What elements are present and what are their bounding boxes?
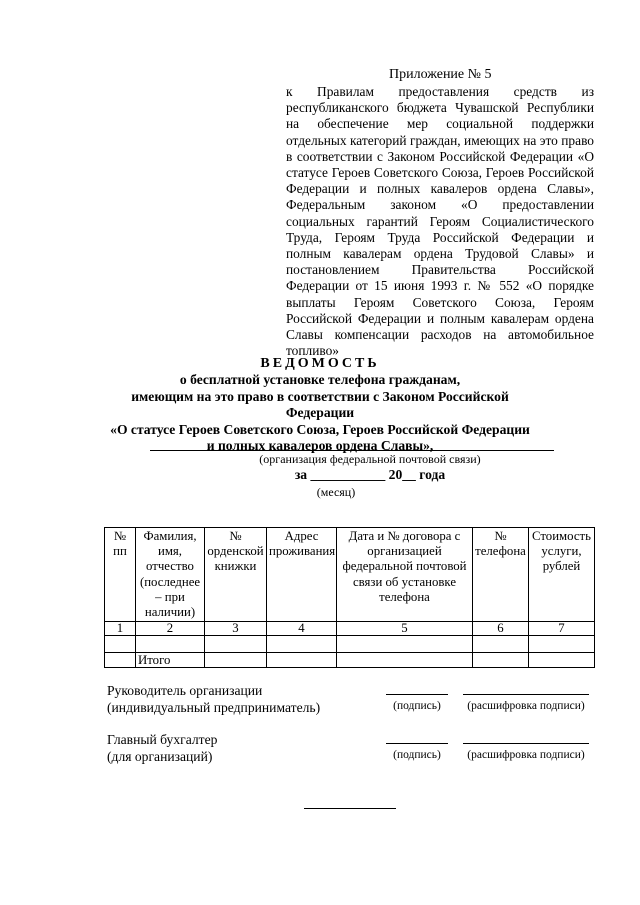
period-line: за ___________ 20__ года xyxy=(294,467,446,482)
table-cell xyxy=(105,653,136,668)
header-cell-order-book: № орденской книжки xyxy=(205,528,267,622)
accountant-signature-line xyxy=(386,743,448,744)
table-cell xyxy=(473,653,529,668)
head-name-caption: (расшифровка подписи) xyxy=(467,700,585,712)
total-row xyxy=(105,653,595,668)
column-number: 1 xyxy=(105,622,136,636)
table-row xyxy=(105,636,595,653)
document-title: ВЕДОМОСТЬ xyxy=(260,356,380,371)
column-number: 5 xyxy=(337,622,473,636)
column-number: 7 xyxy=(529,622,595,636)
header-cell-contract: Дата и № договора с организацией федеральной почтовой связи об установке телефона xyxy=(337,528,473,622)
head-subtitle: (индивидуальный предприниматель) xyxy=(107,700,321,715)
column-number-row xyxy=(105,622,595,636)
column-number: 6 xyxy=(473,622,529,636)
document-subtitle xyxy=(100,372,540,455)
report-table xyxy=(104,527,595,668)
month-caption: (месяц) xyxy=(316,485,356,499)
header-cell-address: Адрес проживания xyxy=(267,528,337,622)
head-title: Руководитель организации xyxy=(107,683,263,698)
accountant-title: Главный бухгалтер xyxy=(107,732,218,747)
appendix-body: к Правилам предоставления средств из республиканского бюджета Чувашской Республики на обеспечение мер социальной поддержки отдельных категорий граждан, имеющих на это право в соответствии с Законом Российской Федерации «О статусе Героев Советского Союза, Героев Российской Федерации и полных кавалеров ордена Славы», Федеральным законом «О предоставлении социальных гарантий Героям Социалистического Труда, Героям Труда Российской Федерации и полным кавалерам ордена Трудовой Славы» и постановлением Правительства Российской Федерации от 15 июня 1993 г. № 552 «О порядке выплаты Героям Советского Союза, Героям Российской Федерации и полным кавалерам ордена Славы компенсации расходов на автомобильное топливо» xyxy=(286,84,594,359)
head-signature-line xyxy=(386,694,448,695)
head-name-line xyxy=(463,694,589,695)
table-cell xyxy=(337,653,473,668)
total-label: Итого xyxy=(136,653,205,668)
header-cell-cost: Стоимость услуги, рублей xyxy=(529,528,595,622)
accountant-signature-label xyxy=(107,731,217,765)
column-number: 4 xyxy=(267,622,337,636)
subtitle-line-2: имеющим на это право в соответствии с Законом Российской Федерации xyxy=(131,388,509,420)
table-cell xyxy=(473,636,529,653)
header-cell-phone: № телефона xyxy=(473,528,529,622)
table-cell xyxy=(529,636,595,653)
header-cell-name: Фамилия, имя, отчество (последнее – при наличии) xyxy=(136,528,205,622)
head-signature-caption: (подпись) xyxy=(393,700,441,712)
organization-blank-line xyxy=(150,450,554,451)
accountant-subtitle: (для организаций) xyxy=(107,749,213,764)
table-header-row xyxy=(105,528,595,622)
table-cell xyxy=(529,653,595,668)
column-number: 3 xyxy=(205,622,267,636)
table-cell xyxy=(267,653,337,668)
table-cell xyxy=(337,636,473,653)
table-cell xyxy=(205,636,267,653)
appendix-title: Приложение № 5 xyxy=(389,67,492,82)
table-cell xyxy=(136,636,205,653)
accountant-signature-caption: (подпись) xyxy=(393,749,441,761)
subtitle-line-4: и полных кавалеров ордена Славы», xyxy=(206,438,434,453)
footer-divider xyxy=(304,808,396,809)
head-signature-label xyxy=(107,682,320,716)
column-number: 2 xyxy=(136,622,205,636)
accountant-name-caption: (расшифровка подписи) xyxy=(467,749,585,761)
table-cell xyxy=(267,636,337,653)
table-cell xyxy=(105,636,136,653)
table-cell xyxy=(205,653,267,668)
header-cell-number: № пп xyxy=(105,528,136,622)
organization-caption: (организация федеральной почтовой связи) xyxy=(259,452,481,466)
subtitle-line-3: «О статусе Героев Советского Союза, Героев Российской Федерации xyxy=(110,421,530,437)
subtitle-line-1: о бесплатной установке телефона гражданам, xyxy=(179,372,461,387)
accountant-name-line xyxy=(463,743,589,744)
